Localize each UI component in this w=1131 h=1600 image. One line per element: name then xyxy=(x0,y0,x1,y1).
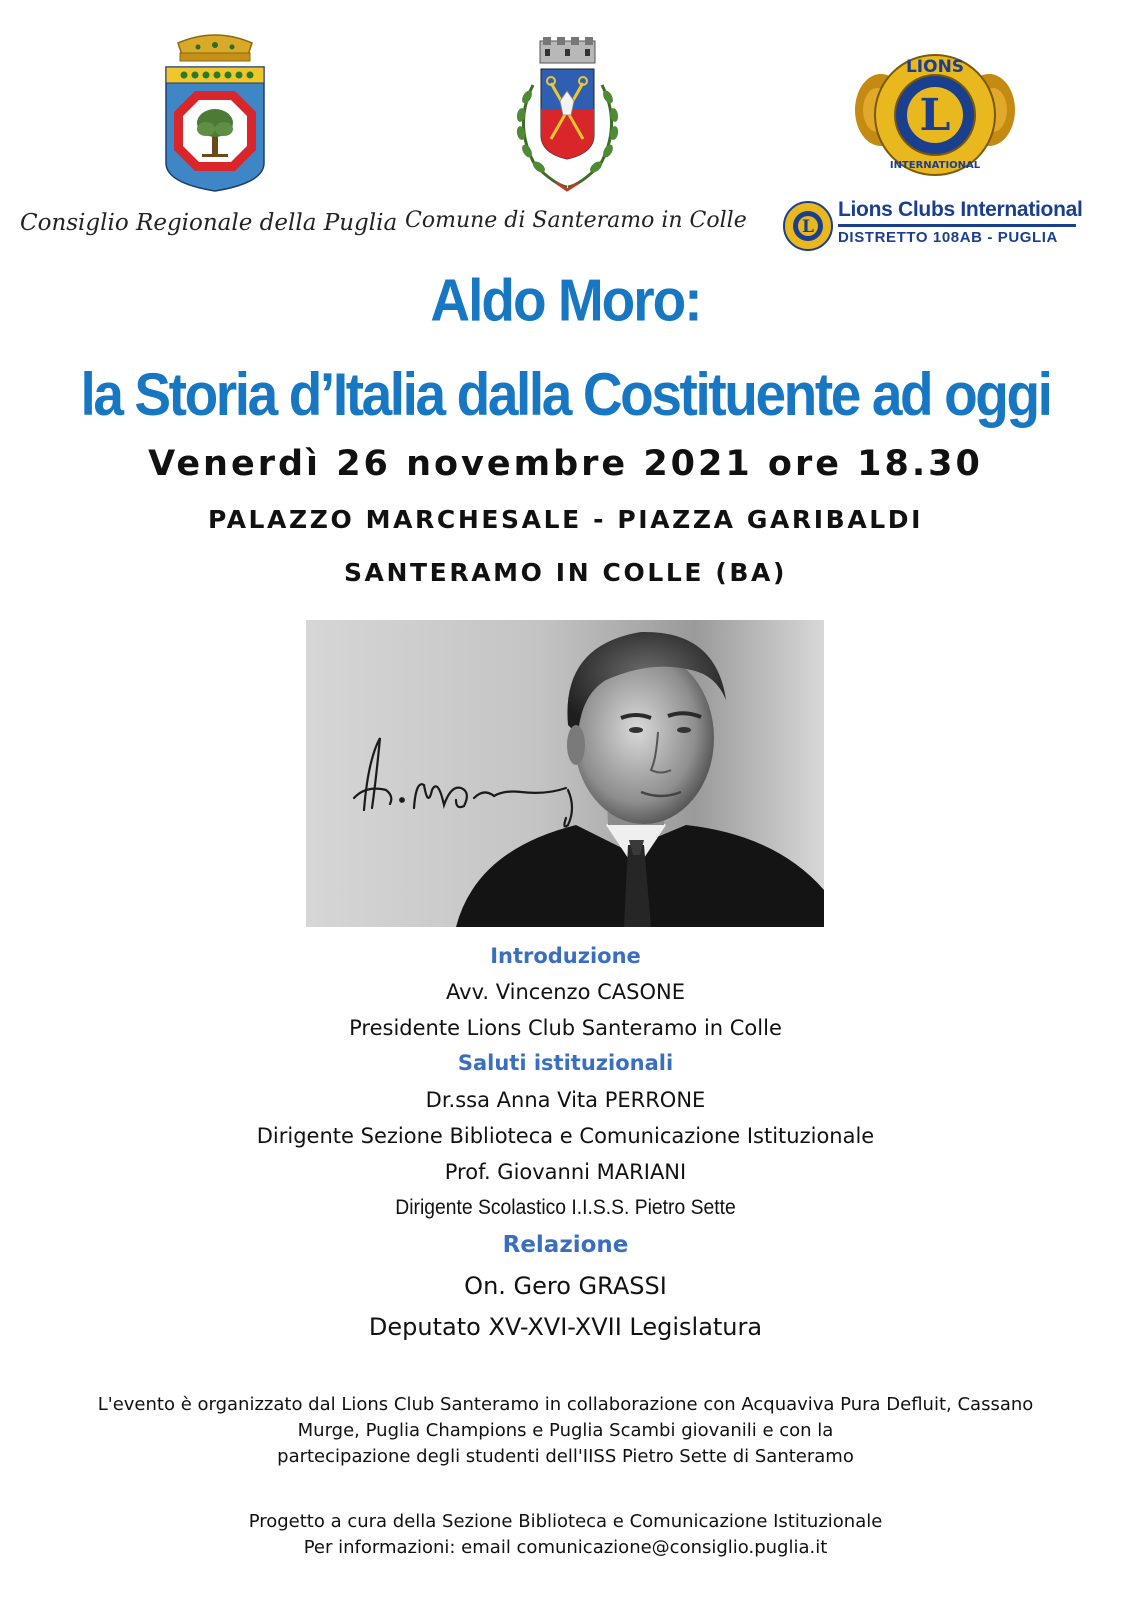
lions-divider xyxy=(838,224,1076,227)
section-greetings: Saluti istituzionali xyxy=(457,1051,674,1075)
intro-speaker-role: Presidente Lions Club Santeramo in Colle xyxy=(349,1016,782,1040)
event-city: SANTERAMO IN COLLE (BA) xyxy=(343,558,788,587)
section-talk: Relazione xyxy=(502,1232,629,1258)
lions-emblem xyxy=(855,40,1015,190)
lions-letter: L xyxy=(919,90,951,141)
lions-district: DISTRETTO 108AB - PUGLIA xyxy=(838,229,1058,246)
title-line1: Aldo Moro: xyxy=(430,266,701,334)
intro-speaker-name: Avv. Vincenzo CASONE xyxy=(446,980,685,1004)
comune-santeramo-logo xyxy=(505,35,630,195)
portrait-image xyxy=(306,620,824,927)
regione-crest-icon xyxy=(160,25,270,195)
talk-speaker-name: On. Gero GRASSI xyxy=(464,1272,667,1300)
event-venue: PALAZZO MARCHESALE - PIAZZA GARIBALDI xyxy=(207,505,924,534)
regione-puglia-logo xyxy=(160,25,270,195)
project-line: Progetto a cura della Sezione Biblioteca e Comunicazione Istituzionale xyxy=(248,1511,883,1532)
greet1-name: Dr.ssa Anna Vita PERRONE xyxy=(425,1088,706,1112)
title-line2: la Storia d’Italia dalla Costituente ad oggi xyxy=(80,359,1051,429)
organizer-line-2: Murge, Puglia Champions e Puglia Scambi giovanili e con la xyxy=(297,1420,834,1441)
lions-clubs-banner xyxy=(782,198,1082,254)
info-line: Per informazioni: email comunicazione@consiglio.puglia.it xyxy=(303,1537,828,1558)
comune-caption: Comune di Santeramo in Colle xyxy=(405,208,747,233)
lions-name: Lions Clubs International xyxy=(838,198,1083,221)
talk-speaker-role: Deputato XV-XVI-XVII Legislatura xyxy=(368,1313,763,1341)
aldo-moro-photo xyxy=(306,620,824,927)
lions-emblem-icon xyxy=(855,40,1015,190)
organizer-line-3: partecipazione degli studenti dell'IISS Pietro Sette di Santeramo xyxy=(277,1446,854,1467)
greet2-role: Dirigente Scolastico I.I.S.S. Pietro Sette xyxy=(395,1196,736,1219)
lions-ring-text: LIONS xyxy=(905,57,965,77)
organizer-line-1: L'evento è organizzato dal Lions Club Santeramo in collaborazione con Acquaviva Pura Defluit, Cassano xyxy=(97,1394,1034,1415)
lions-small-letter: L xyxy=(802,217,814,237)
section-introduction: Introduzione xyxy=(490,944,641,968)
lions-small-emblem-icon xyxy=(782,200,834,252)
greet1-role: Dirigente Sezione Biblioteca e Comunicazione Istituzionale xyxy=(256,1124,875,1148)
event-datetime: Venerdì 26 novembre 2021 ore 18.30 xyxy=(148,444,983,484)
comune-crest-icon xyxy=(505,35,630,195)
regione-caption: Consiglio Regionale della Puglia xyxy=(20,210,398,236)
greet2-name: Prof. Giovanni MARIANI xyxy=(444,1160,687,1184)
lions-ring-bottom: INTERNATIONAL xyxy=(889,160,981,171)
